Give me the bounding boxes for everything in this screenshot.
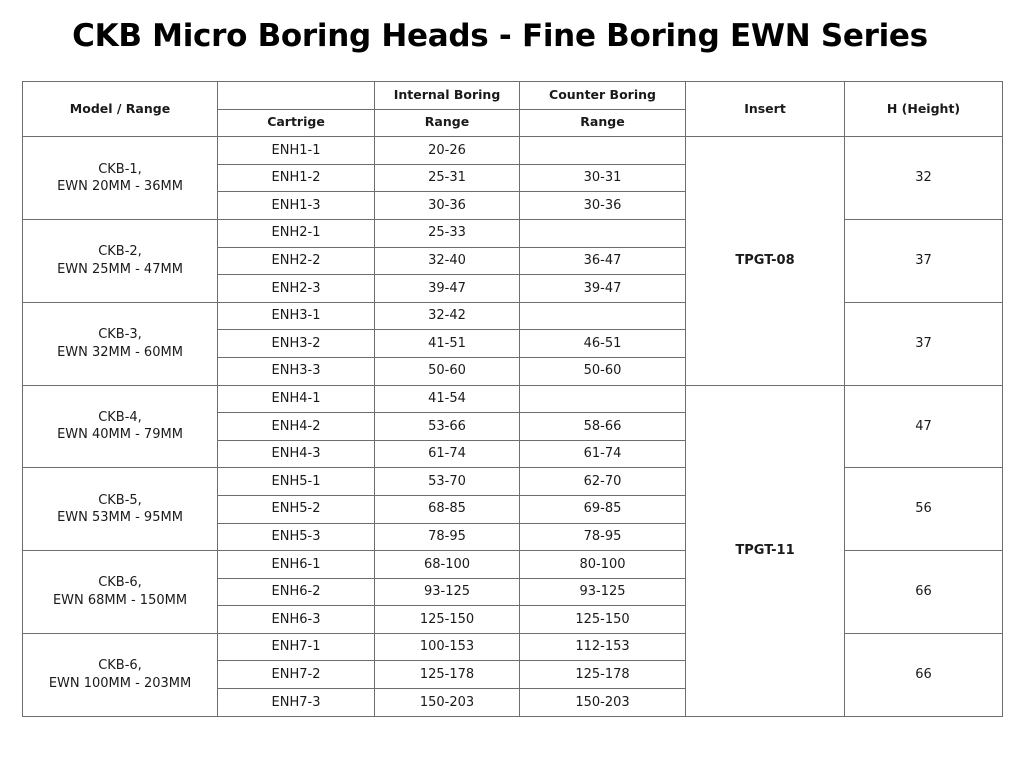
internal-range-cell: 25-33 — [375, 219, 520, 247]
height-cell: 66 — [845, 633, 1003, 716]
height-cell: 47 — [845, 385, 1003, 468]
counter-range-cell: 69-85 — [520, 495, 686, 523]
height-cell: 37 — [845, 302, 1003, 385]
table-row — [23, 219, 1003, 247]
height-cell: 32 — [845, 137, 1003, 220]
counter-range-cell: 62-70 — [520, 468, 686, 496]
counter-range-cell — [520, 302, 686, 330]
cartridge-cell: ENH4-1 — [218, 385, 375, 413]
model-range-cell: CKB-5, EWN 53MM - 95MM — [23, 468, 218, 551]
header-counter-range: Range — [520, 109, 686, 137]
table-row — [23, 137, 1003, 165]
table-body — [23, 137, 1003, 716]
internal-range-cell: 41-54 — [375, 385, 520, 413]
cartridge-cell: ENH3-3 — [218, 357, 375, 385]
insert-cell: TPGT-08 — [686, 137, 845, 385]
header-cartridge: Cartrige — [218, 109, 375, 137]
counter-range-cell: 39-47 — [520, 275, 686, 303]
cartridge-cell: ENH2-3 — [218, 275, 375, 303]
internal-range-cell: 100-153 — [375, 633, 520, 661]
model-range-cell: CKB-4, EWN 40MM - 79MM — [23, 385, 218, 468]
counter-range-cell: 93-125 — [520, 578, 686, 606]
internal-range-cell: 93-125 — [375, 578, 520, 606]
internal-range-cell: 150-203 — [375, 689, 520, 717]
internal-range-cell: 61-74 — [375, 440, 520, 468]
counter-range-cell — [520, 137, 686, 165]
table-row — [23, 633, 1003, 661]
cartridge-cell: ENH6-2 — [218, 578, 375, 606]
counter-range-cell: 125-178 — [520, 661, 686, 689]
counter-range-cell: 46-51 — [520, 330, 686, 358]
height-cell: 66 — [845, 551, 1003, 634]
cartridge-cell: ENH7-2 — [218, 661, 375, 689]
table-row — [23, 302, 1003, 330]
counter-range-cell: 78-95 — [520, 523, 686, 551]
table-row — [23, 468, 1003, 496]
spec-table — [22, 81, 1003, 717]
cartridge-cell: ENH1-1 — [218, 137, 375, 165]
cartridge-cell: ENH5-3 — [218, 523, 375, 551]
cartridge-cell: ENH1-2 — [218, 164, 375, 192]
cartridge-cell: ENH2-1 — [218, 219, 375, 247]
table-row — [23, 385, 1003, 413]
counter-range-cell: 30-36 — [520, 192, 686, 220]
cartridge-cell: ENH4-3 — [218, 440, 375, 468]
model-range-cell: CKB-6, EWN 100MM - 203MM — [23, 633, 218, 716]
counter-range-cell: 80-100 — [520, 551, 686, 579]
cartridge-cell: ENH7-1 — [218, 633, 375, 661]
counter-range-cell: 61-74 — [520, 440, 686, 468]
header-insert: Insert — [686, 82, 845, 137]
header-model-range: Model / Range — [23, 82, 218, 137]
page-title: CKB Micro Boring Heads - Fine Boring EWN Series — [72, 18, 928, 54]
table-row — [23, 551, 1003, 579]
internal-range-cell: 50-60 — [375, 357, 520, 385]
internal-range-cell: 41-51 — [375, 330, 520, 358]
header-internal-range: Range — [375, 109, 520, 137]
counter-range-cell: 36-47 — [520, 247, 686, 275]
counter-range-cell: 112-153 — [520, 633, 686, 661]
internal-range-cell: 68-85 — [375, 495, 520, 523]
counter-range-cell — [520, 219, 686, 247]
cartridge-cell: ENH6-3 — [218, 606, 375, 634]
internal-range-cell: 53-70 — [375, 468, 520, 496]
internal-range-cell: 68-100 — [375, 551, 520, 579]
internal-range-cell: 39-47 — [375, 275, 520, 303]
internal-range-cell: 20-26 — [375, 137, 520, 165]
model-range-cell: CKB-2, EWN 25MM - 47MM — [23, 219, 218, 302]
cartridge-cell: ENH3-2 — [218, 330, 375, 358]
cartridge-cell: ENH4-2 — [218, 413, 375, 441]
internal-range-cell: 125-150 — [375, 606, 520, 634]
cartridge-cell: ENH6-1 — [218, 551, 375, 579]
internal-range-cell: 30-36 — [375, 192, 520, 220]
header-counter-boring: Counter Boring — [520, 82, 686, 110]
cartridge-cell: ENH3-1 — [218, 302, 375, 330]
internal-range-cell: 78-95 — [375, 523, 520, 551]
internal-range-cell: 32-40 — [375, 247, 520, 275]
cartridge-cell: ENH1-3 — [218, 192, 375, 220]
counter-range-cell: 50-60 — [520, 357, 686, 385]
model-range-cell: CKB-3, EWN 32MM - 60MM — [23, 302, 218, 385]
header-blank — [218, 82, 375, 110]
cartridge-cell: ENH7-3 — [218, 689, 375, 717]
counter-range-cell: 150-203 — [520, 689, 686, 717]
height-cell: 56 — [845, 468, 1003, 551]
counter-range-cell: 30-31 — [520, 164, 686, 192]
counter-range-cell: 58-66 — [520, 413, 686, 441]
height-cell: 37 — [845, 219, 1003, 302]
model-range-cell: CKB-6, EWN 68MM - 150MM — [23, 551, 218, 634]
cartridge-cell: ENH5-2 — [218, 495, 375, 523]
internal-range-cell: 125-178 — [375, 661, 520, 689]
internal-range-cell: 32-42 — [375, 302, 520, 330]
insert-cell: TPGT-11 — [686, 385, 845, 716]
header-internal-boring: Internal Boring — [375, 82, 520, 110]
internal-range-cell: 25-31 — [375, 164, 520, 192]
cartridge-cell: ENH2-2 — [218, 247, 375, 275]
internal-range-cell: 53-66 — [375, 413, 520, 441]
header-height: H (Height) — [845, 82, 1003, 137]
model-range-cell: CKB-1, EWN 20MM - 36MM — [23, 137, 218, 220]
counter-range-cell: 125-150 — [520, 606, 686, 634]
counter-range-cell — [520, 385, 686, 413]
cartridge-cell: ENH5-1 — [218, 468, 375, 496]
